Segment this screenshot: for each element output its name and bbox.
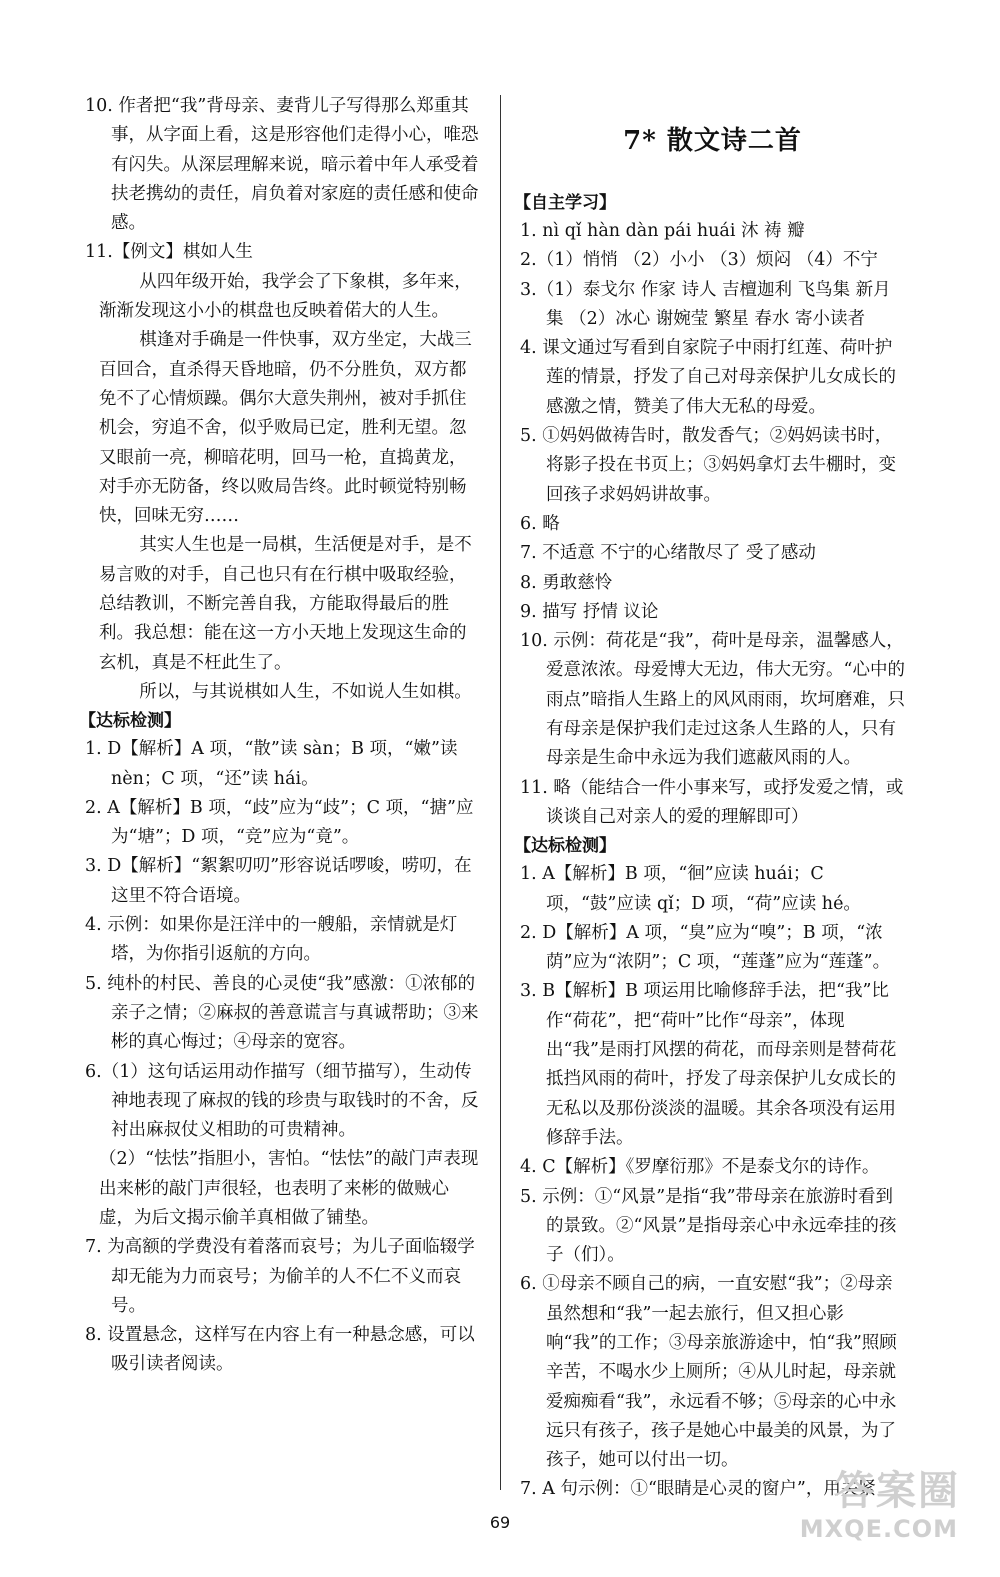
answer-item: 7. 为高额的学费没有着落而哀号；为儿子面临辍学却无能为力而哀号；为偷羊的人不仁不义而哀号。	[85, 1237, 475, 1316]
answer-item: 7. A 句示例：①“眼睛是心灵的窗户”，用关紧	[520, 1479, 876, 1500]
answer-item: 1. D【解析】A 项，“散”读 sàn；B 项，“嫩”读 nèn；C 项，“还”读 hái。	[85, 739, 458, 789]
answer-item: 5. ①妈妈做祷告时，散发香气；②妈妈读书时，将影子投在书页上；③妈妈拿灯去牛棚时，变回孩子求妈妈讲故事。	[520, 426, 896, 505]
section-title: 7* 散文诗二首	[623, 126, 802, 156]
answer-item: 9. 描写 抒情 议论	[520, 601, 659, 622]
answer-item: 6. 略	[520, 513, 560, 534]
section-heading: 【达标检测】	[514, 836, 616, 857]
answer-item: 7. 不适意 不宁的心绪散尽了 受了感动	[520, 543, 816, 564]
answer-item: 8. 勇敢慈怜	[520, 572, 613, 593]
right-column-body	[514, 191, 905, 1505]
answer-item: 4. 示例：如果你是汪洋中的一艘船，亲情就是灯塔，为你指引返航的方向。	[85, 915, 458, 965]
watermark-logo	[772, 1459, 972, 1559]
answer-item: 2.（1）悄悄 （2）小小 （3）烦闷 （4）不宁	[520, 250, 878, 271]
right-column	[514, 100, 905, 1505]
answer-item: 5. 纯朴的村民、善良的心灵使“我”感激：①浓郁的亲子之情；②麻叔的善意谎言与真诚帮助；③来彬的真心悔过；④母亲的宽容。	[85, 973, 479, 1053]
answer-item: 2. D【解析】A 项，“臭”应为“嗅”；B 项，“浓荫”应为“浓阴”；C 项，“莲蓬”应为“莲蓬”。	[520, 922, 891, 973]
essay-paragraph: 其实人生也是一局棋，生活便是对手，是不易言败的对手，自己也只有在行棋中吸取经验，总结教训，不断完善自我，方能取得最后的胜利。我总想：能在这一方小天地上发现这生命的玄机，真是不枉此生了。	[99, 535, 472, 673]
page-number: 69	[489, 1513, 511, 1532]
answer-item: 3. B【解析】B 项运用比喻修辞手法，把“我”比作“荷花”，把“荷叶”比作“母亲”，体现出“我”是雨打风摆的荷花，而母亲则是替荷花抵挡风雨的荷叶，抒发了母亲保护儿女成长的无私以及那份淡淡的温暖。其余各项没有运用修辞手法。	[520, 981, 897, 1148]
section-heading: 【自主学习】	[514, 193, 616, 213]
answer-item: 8. 设置悬念，这样写在内容上有一种悬念感，可以吸引读者阅读。	[85, 1325, 475, 1375]
essay-paragraph: 所以，与其说棋如人生，不如说人生如棋。	[139, 681, 472, 702]
watermark-logo-text: 答案圈	[834, 1468, 960, 1514]
answer-item: 11.【例文】棋如人生	[85, 242, 253, 263]
essay-paragraph: 从四年级开始，我学会了下象棋，多年来，渐渐发现这小小的棋盘也反映着偌大的人生。	[99, 271, 472, 322]
answer-item: 11. 略（能结合一件小事来写，或抒发爱之情，或谈谈自己对亲人的爱的理解即可）	[520, 777, 904, 827]
answer-item: 10. 示例：荷花是“我”，荷叶是母亲，温馨感人，爱意浓浓。母爱博大无边，伟大无穷。“心中的雨点”暗指人生路上的风风雨雨，坎坷磨难，只有母亲是保护我们走过这条人生路的人，只有母亲是生命中永远为我们遮蔽风雨的人。	[520, 631, 905, 769]
answer-item: 6.（1）这句话运用动作描写（细节描写），生动传神地表现了麻叔的钱的珍贵与取钱时的不舍，反衬出麻叔仗义相助的可贵精神。	[85, 1061, 479, 1141]
answer-item: 3.（1）泰戈尔 作家 诗人 吉檀迦利 飞鸟集 新月集 （2）冰心 谢婉莹 繁星 春水 寄小读者	[520, 279, 891, 329]
column-divider	[500, 95, 501, 1490]
watermark-url: MXQE.COM	[799, 1515, 958, 1543]
answer-item: 4. C【解析】《罗摩衍那》不是泰戈尔的诗作。	[520, 1157, 880, 1178]
answer-item: 3. D【解析】“絮絮叨叨”形容说话啰唆，唠叨，在这里不符合语境。	[85, 856, 472, 906]
answer-item: 1. nì qǐ hàn dàn pái huái 沐 祷 瓣	[520, 221, 805, 241]
answer-item: 10. 作者把“我”背母亲、妻背儿子写得那么郑重其事，从字面上看，这是形容他们走得小心，唯恐有闪失。从深层理解来说，暗示着中年人承受着扶老携幼的责任，肩负着对家庭的责任感和使命感。	[85, 96, 479, 234]
answer-item: 4. 课文通过写看到自家院子中雨打红莲、荷叶护莲的情景，抒发了自己对母亲保护儿女成长的感激之情，赞美了伟大无私的母爱。	[520, 338, 896, 417]
answer-item: 6. ①母亲不顾自己的病，一直安慰“我”；②母亲虽然想和“我”一起去旅行，但又担心影响“我”的工作；③母亲旅游途中，怕“我”照顾辛苦，不喝水少上厕所；④从儿时起，母亲就爱痴痴看“我”，永远看不够；⑤母亲的心中永远只有孩子，孩子是她心中最美的风景，为了孩子，她可以付出一切。	[520, 1274, 897, 1471]
essay-paragraph: 棋逢对手确是一件快事，双方坐定，大战三百回合，直杀得天昏地暗，仍不分胜负，双方都免不了心情烦躁。偶尔大意失荆州，被对手抓住机会，穷追不舍，似乎败局已定，胜利无望。忽又眼前一亮，柳暗花明，回马一枪，直捣黄龙，对手亦无防备，终以败局告终。此时顿觉特别畅快，回味无穷……	[99, 330, 472, 527]
answer-subitem: （2）“怯怯”指胆小，害怕。“怯怯”的敲门声表现出来彬的敲门声很轻，也表明了来彬的做贼心虚，为后文揭示偷羊真相做了铺垫。	[99, 1149, 479, 1228]
answer-item: 1. A【解析】B 项，“徊”应读 huái；C 项，“鼓”应读 qǐ；D 项，“荷”应读 hé。	[520, 864, 861, 914]
left-column	[79, 92, 480, 1380]
answer-item: 5. 示例：①“风景”是指“我”带母亲在旅游时看到的景致。②“风景”是指母亲心中永远牵挂的孩子（们）。	[520, 1186, 897, 1266]
answer-item: 2. A【解析】B 项，“歧”应为“歧”；C 项，“搪”应为“塘”；D 项，“竞”应为“竟”。	[85, 797, 474, 848]
section-heading: 【达标检测】	[79, 711, 181, 732]
